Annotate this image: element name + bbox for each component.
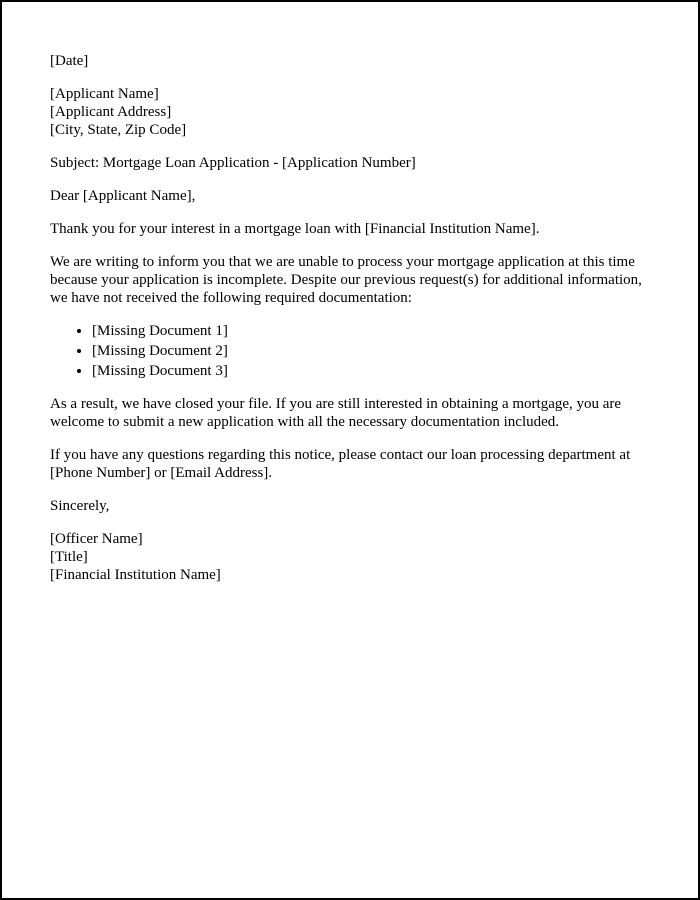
officer-name: [Officer Name]	[50, 531, 143, 547]
recipient-address-block	[50, 85, 650, 139]
date-block	[50, 52, 650, 70]
subject-line	[50, 154, 650, 172]
missing-documents-list	[50, 322, 650, 380]
applicant-city-state-zip: [City, State, Zip Code]	[50, 122, 187, 138]
applicant-name: [Applicant Name]	[50, 86, 159, 102]
paragraph-contact: If you have any questions regarding this notice, please contact our loan processing department at [Phone Number] or [Email Address].	[50, 447, 631, 481]
closing-text: Sincerely,	[50, 498, 110, 514]
salutation	[50, 187, 650, 205]
missing-document-item: • [Missing Document 3]	[92, 362, 650, 380]
missing-document-item: • [Missing Document 2]	[92, 342, 650, 360]
closing	[50, 497, 650, 515]
paragraph-incomplete-notice: We are writing to inform you that we are unable to process your mortgage application at this time because your application is incomplete. Despite our previous request(s) for additional information, we have not received the following required documentation:	[50, 254, 642, 306]
salutation-text: Dear [Applicant Name],	[50, 188, 196, 204]
signature-block	[50, 530, 650, 584]
applicant-address: [Applicant Address]	[50, 104, 172, 120]
paragraph-thanks: Thank you for your interest in a mortgage loan with [Financial Institution Name].	[50, 221, 540, 237]
missing-document-item: • [Missing Document 1]	[92, 322, 650, 340]
officer-title: [Title]	[50, 549, 88, 565]
institution-name: [Financial Institution Name]	[50, 567, 221, 583]
paragraph-file-closed: As a result, we have closed your file. If you are still interested in obtaining a mortgage, you are welcome to submit a new application with all the necessary documentation included.	[50, 396, 622, 430]
date-placeholder: [Date]	[50, 53, 89, 69]
subject-text: Subject: Mortgage Loan Application - [Application Number]	[50, 155, 416, 171]
